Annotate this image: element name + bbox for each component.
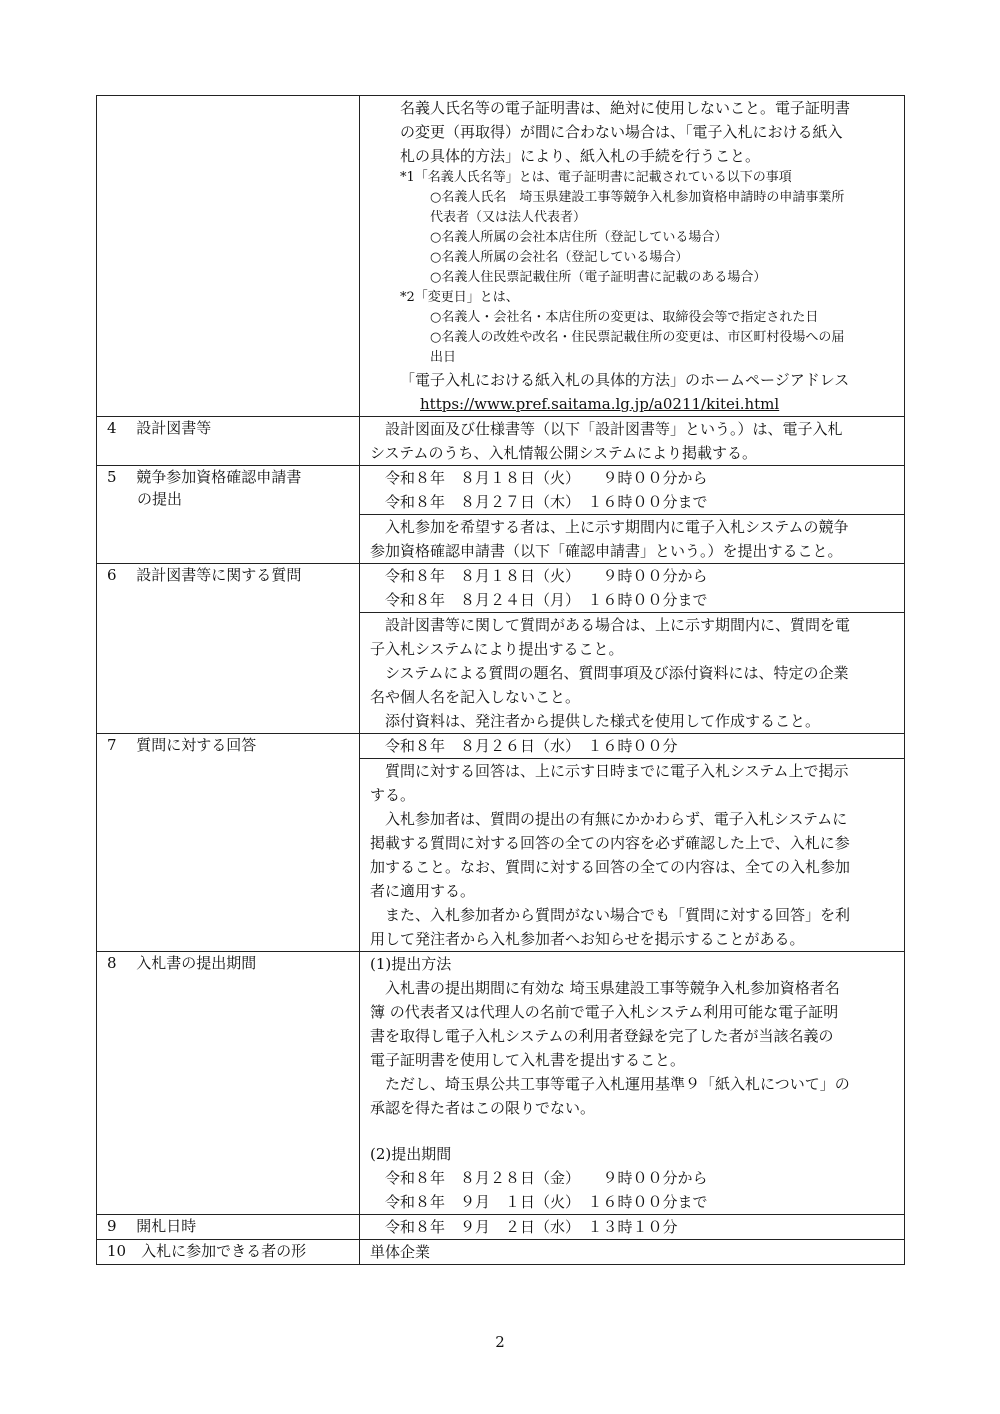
section-content-cell	[360, 515, 905, 564]
text-line: 設計図面及び仕様書等（以下「設計図書等」という。）は、電子入札	[385, 420, 843, 438]
table-row	[97, 1215, 905, 1240]
text-line: 者に適用する。	[370, 882, 476, 900]
section-label-cell	[97, 952, 360, 1215]
table-row	[97, 952, 905, 1215]
section-label: 4 設計図書等	[107, 419, 212, 437]
text-line: 入札参加を希望する者は、上に示す期間内に電子入札システムの競争	[385, 518, 849, 536]
text-line	[370, 1120, 896, 1142]
section-label: 6 設計図書等に関する質問	[107, 566, 302, 584]
section-label-cell	[97, 564, 360, 734]
text-line: また、入札参加者から質問がない場合でも「質問に対する回答」を利	[385, 906, 851, 924]
text-line: ただし、埼玉県公共工事等電子入札運用基準９「紙入札について」の	[385, 1075, 850, 1093]
text-line: 承認を得た者はこの限りでない。	[370, 1099, 596, 1117]
text-line: ○名義人の改姓や改名・住民票記載住所の変更は、市区町村役場への届	[430, 330, 845, 345]
text-line: 令和８年 ８月２４日（月） １６時００分まで	[385, 591, 708, 609]
section-label-cell	[97, 1240, 360, 1265]
text-line: 札の具体的方法」により、紙入札の手続を行うこと。	[400, 147, 761, 165]
text-line: 参加資格確認申請書（以下「確認申請書」という。）を提出すること。	[370, 542, 843, 560]
table-row	[97, 417, 905, 466]
section-label: 10 入札に参加できる者の形	[107, 1242, 307, 1260]
section-content-cell	[360, 952, 905, 1215]
text-line: 用して発注者から入札参加者へお知らせを掲示することがある。	[370, 930, 805, 948]
section-content-cell	[360, 96, 905, 417]
text-line: する。	[370, 786, 416, 804]
section-content-cell	[360, 734, 905, 759]
text-line: *2「変更日」とは、	[400, 290, 519, 305]
text-line: *1「名義人氏名等」とは、電子証明書に記載されている以下の事項	[400, 170, 792, 185]
text-line: 令和８年 ８月２６日（水） １６時００分	[385, 737, 678, 755]
text-line: ○名義人住民票記載住所（電子証明書に記載のある場合）	[430, 270, 767, 285]
text-line: ○名義人所属の会社本店住所（登記している場合）	[430, 230, 728, 245]
text-line: 電子証明書を使用して入札書を提出すること。	[370, 1051, 686, 1069]
text-line: 令和８年 ９月 １日（火） １６時００分まで	[385, 1193, 708, 1211]
section-label-cell	[97, 1215, 360, 1240]
section-label: の提出	[137, 490, 183, 508]
section-content-cell	[360, 1240, 905, 1265]
text-line: 単体企業	[370, 1243, 431, 1261]
text-line: システムのうち、入札情報公開システムにより掲載する。	[370, 444, 758, 462]
table-row	[97, 734, 905, 759]
text-line: 質問に対する回答は、上に示す日時までに電子入札システム上で掲示	[385, 762, 849, 780]
table-row	[97, 564, 905, 613]
section-label-cell	[97, 417, 360, 466]
section-label: 7 質問に対する回答	[107, 736, 257, 754]
text-line: 設計図書等に関して質問がある場合は、上に示す期間内に、質問を電	[385, 616, 851, 634]
section-label-cell	[97, 96, 360, 417]
text-line: 令和８年 ９月 ２日（水） １３時１０分	[385, 1218, 678, 1236]
text-line: 入札書の提出期間に有効な 埼玉県建設工事等競争入札参加資格者名	[385, 979, 840, 997]
section-content-cell	[360, 1215, 905, 1240]
text-line: 令和８年 ８月２７日（木） １６時００分まで	[385, 493, 708, 511]
section-content-cell	[360, 564, 905, 613]
text-line: システムによる質問の題名、質問事項及び添付資料には、特定の企業	[385, 664, 849, 682]
text-line: ○名義人所属の会社名（登記している場合）	[430, 250, 689, 265]
section-label-cell	[97, 734, 360, 952]
text-line: 代表者（又は法人代表者）	[430, 210, 587, 225]
text-line: 加すること。なお、質問に対する回答の全ての内容は、全ての入札参加	[370, 858, 851, 876]
section-label: 5 競争参加資格確認申請書	[107, 468, 302, 486]
text-line: 添付資料は、発注者から提供した様式を使用して作成すること。	[385, 712, 821, 730]
text-line: (1)提出方法	[370, 955, 452, 973]
text-line: 子入札システムにより提出すること。	[370, 640, 624, 658]
text-line: 令和８年 ８月１８日（火） ９時００分から	[385, 469, 708, 487]
table-row	[97, 466, 905, 515]
section-label-cell	[97, 466, 360, 564]
section-label: 9 開札日時	[107, 1217, 197, 1235]
text-line: の変更（再取得）が間に合わない場合は、「電子入札における紙入	[400, 123, 843, 141]
text-line: ○名義人・会社名・本店住所の変更は、取締役会等で指定された日	[430, 310, 819, 325]
homepage-url-text[interactable]: https://www.pref.saitama.lg.jp/a0211/kitei.html	[420, 395, 780, 413]
text-line: 出日	[430, 350, 457, 365]
section-content-cell	[360, 466, 905, 515]
text-line: ○名義人氏名 埼玉県建設工事等競争入札参加資格申請時の申請事業所	[430, 190, 845, 205]
page-number: 2	[495, 1333, 505, 1351]
text-line: 「電子入札における紙入札の具体的方法」のホームページアドレス	[400, 371, 850, 389]
section-label: 8 入札書の提出期間	[107, 954, 257, 972]
text-line: 書を取得し電子入札システムの利用者登録を完了した者が当該名義の	[370, 1027, 834, 1045]
document-table	[96, 95, 905, 1265]
section-content-cell	[360, 417, 905, 466]
document-table-body	[97, 96, 905, 1265]
text-line: 令和８年 ８月１８日（火） ９時００分から	[385, 567, 708, 585]
table-row	[97, 96, 905, 417]
section-content-cell	[360, 759, 905, 952]
text-line: 名や個人名を記入しないこと。	[370, 688, 581, 706]
text-line: 令和８年 ８月２８日（金） ９時００分から	[385, 1169, 708, 1187]
text-line: 掲載する質問に対する回答の全ての内容を必ず確認した上で、入札に参	[370, 834, 850, 852]
table-row	[97, 1240, 905, 1265]
text-line: (2)提出期間	[370, 1145, 452, 1163]
text-line: 名義人氏名等の電子証明書は、絶対に使用しないこと。電子証明書	[400, 99, 851, 117]
text-line: 入札参加者は、質問の提出の有無にかかわらず、電子入札システムに	[385, 810, 848, 828]
section-content-cell	[360, 613, 905, 734]
text-line: 簿 の代表者又は代理人の名前で電子入札システム利用可能な電子証明	[370, 1003, 839, 1021]
